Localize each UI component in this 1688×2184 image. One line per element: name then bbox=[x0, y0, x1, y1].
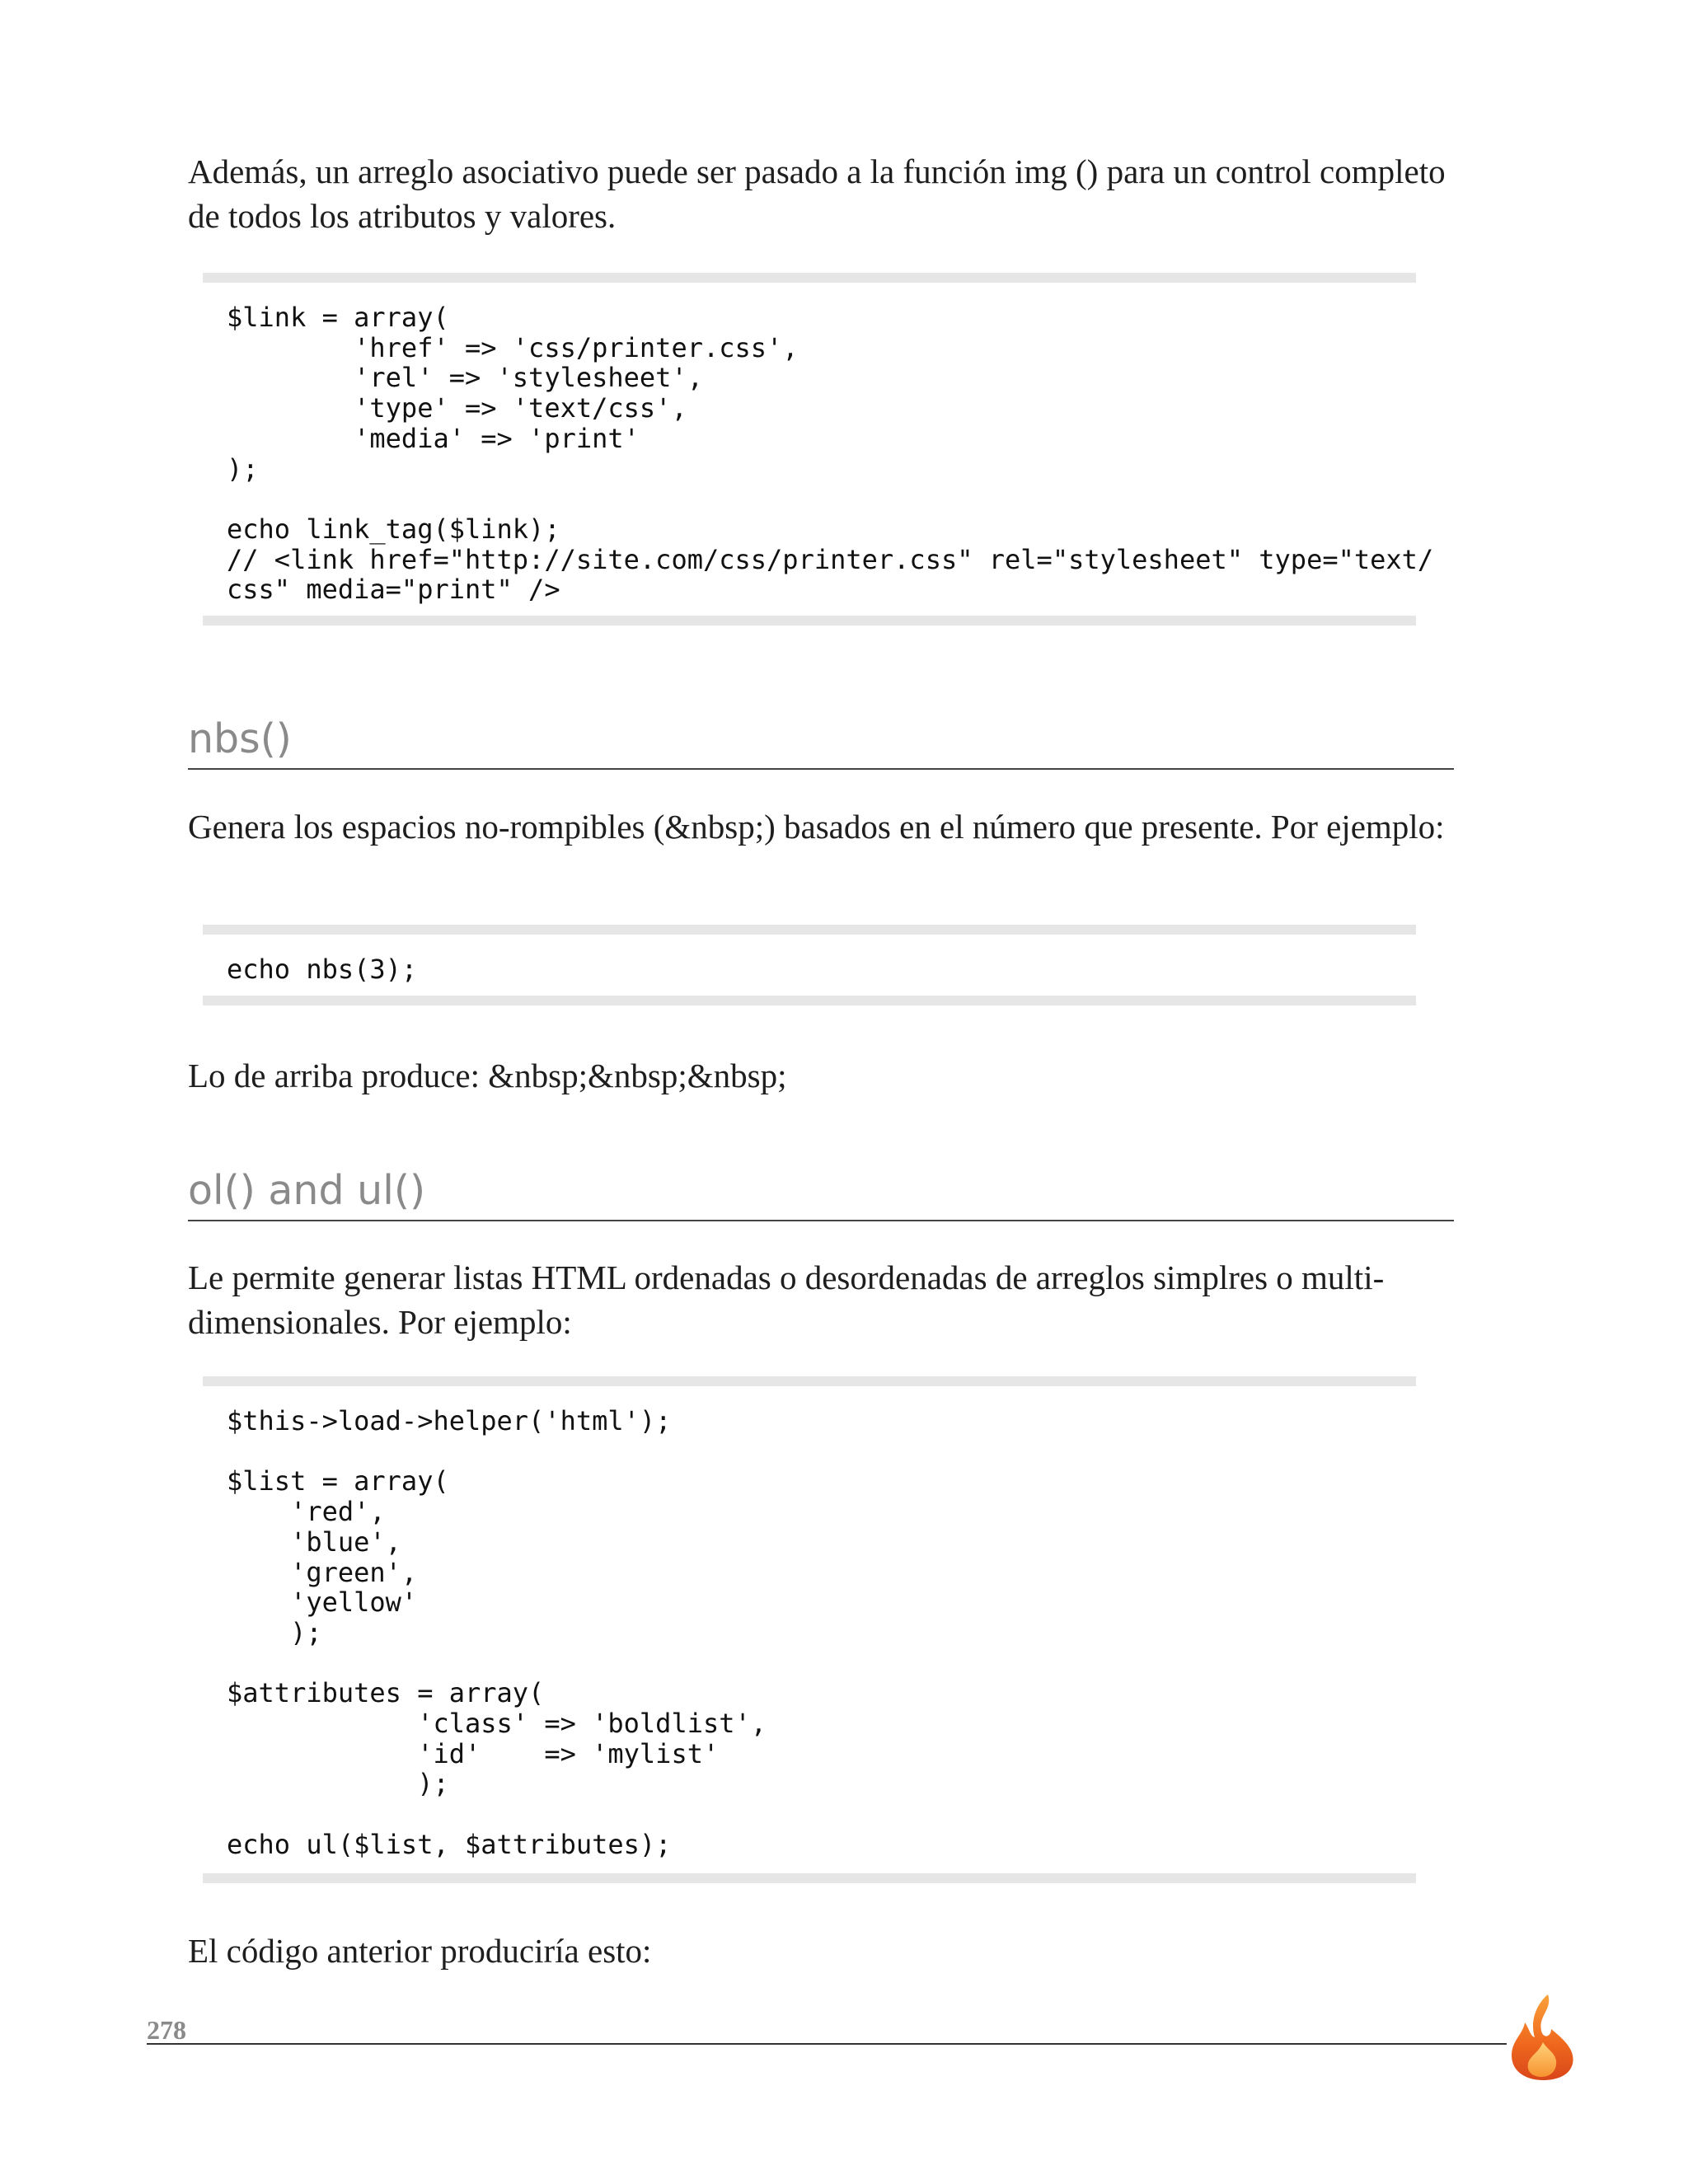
nbs-description: Genera los espacios no-rompibles (&nbsp;) basados en el número que presente. Por ejemplo: bbox=[188, 808, 1445, 846]
code-text: $link = array( 'href' => 'css/printer.css', 'rel' => 'stylesheet', 'type' => 'text/css', 'media' => 'print' ); echo link_tag($link); // <link href="http://site.com/css/printer.css" rel="stylesheet" type="text/ css" media="print" /> bbox=[227, 302, 1434, 606]
code-block-link-tag bbox=[203, 273, 1434, 626]
code-text: $this->load->helper('html'); $list = array( 'red', 'blue', 'green', 'yellow' ); $attributes = array( 'class' => 'boldlist', 'id' => 'mylist' ); echo ul($list, $attributes); bbox=[227, 1405, 767, 1860]
codeigniter-flame-icon bbox=[1505, 1991, 1581, 2082]
section-heading-nbs: nbs() bbox=[188, 712, 1454, 770]
code-text: echo nbs(3); bbox=[227, 954, 418, 985]
list-result: El código anterior produciría esto: bbox=[188, 1932, 652, 1970]
intro-paragraph: Además, un arreglo asociativo puede ser pasado a la función img () para un control completo de todos los atributos y valores. bbox=[188, 152, 1446, 235]
code-block-list bbox=[203, 1376, 1416, 1883]
footer-rule bbox=[147, 2043, 1507, 2045]
page-number: 278 bbox=[147, 2015, 186, 2045]
nbs-result: Lo de arriba produce: &nbsp;&nbsp;&nbsp; bbox=[188, 1057, 787, 1094]
code-block-nbs bbox=[203, 925, 1416, 1005]
list-description: Le permite generar listas HTML ordenadas o desordenadas de arreglos simplres o multi-dimensionales. Por ejemplo: bbox=[188, 1258, 1385, 1341]
section-heading-ol-ul: ol() and ul() bbox=[188, 1164, 1454, 1221]
